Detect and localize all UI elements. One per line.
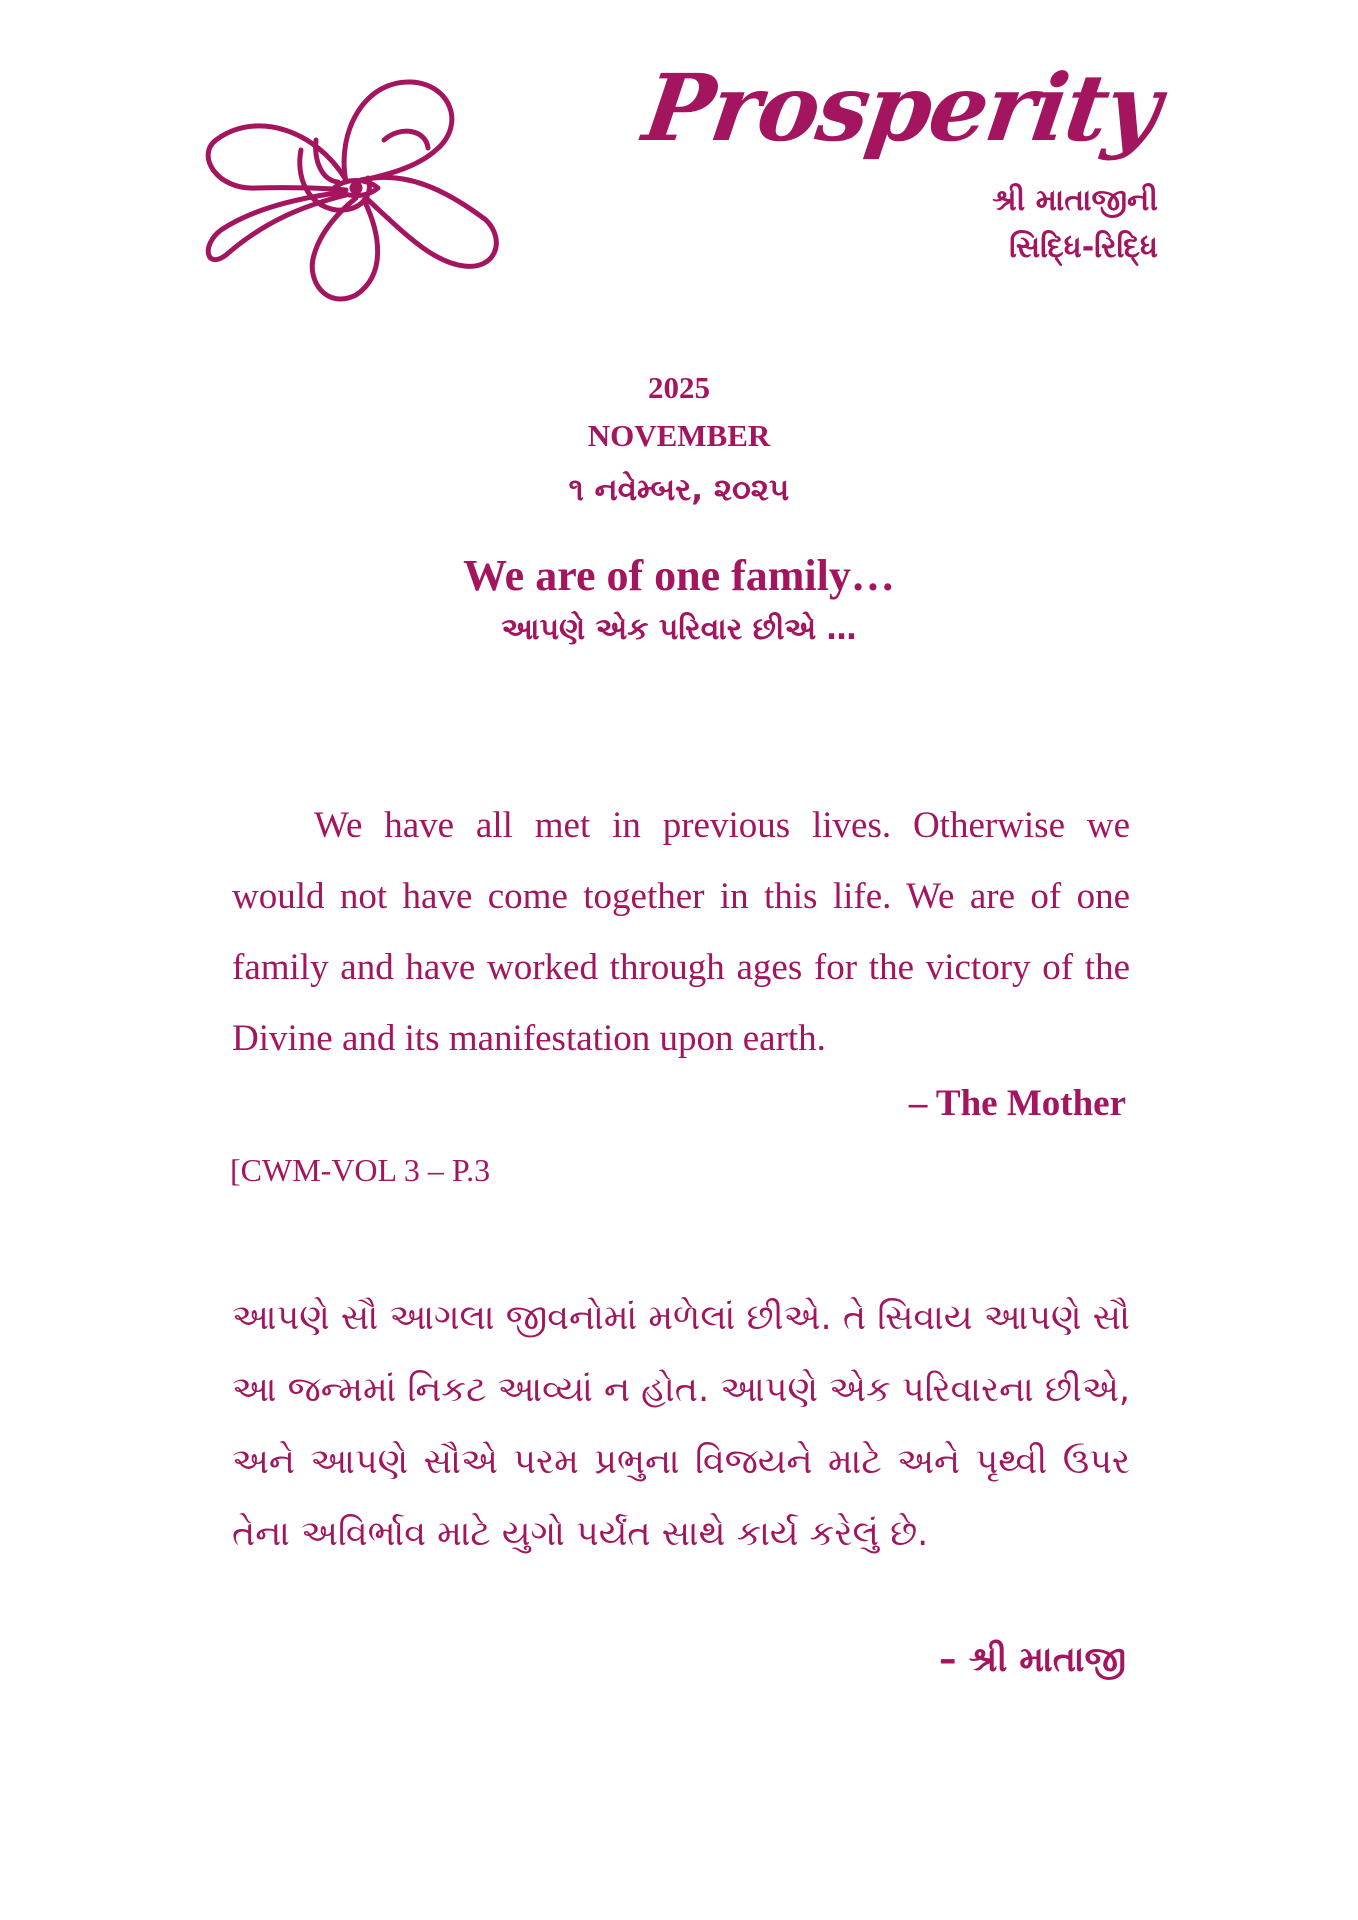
attribution-gujarati: – શ્રી માતાજી bbox=[939, 1640, 1126, 1680]
quote-gujarati: આપણે સૌ આગલા જીવનોમાં મળેલાં છીએ. તે સિવાય આપણે સૌ આ જન્મમાં નિકટ આવ્યાં ન હોત. આપણે એક પરિવારના છીએ, અને આપણે સૌએ પરમ પ્રભુના વિજયને માટે અને પૃથ્વી ઉપર તેના અવિર્ભાવ માટે યુગો પર્યંત સાથે કાર્ય કરેલું છે. bbox=[232, 1298, 1130, 1554]
quote-english: We have all met in previous lives. Otherwise we would not have come together in this life. We are of one family and have worked through ages for the victory of the Divine and its manifestation upon earth. bbox=[232, 805, 1130, 1059]
title-english: We are of one family… bbox=[463, 551, 895, 600]
brand-title: Prosperity bbox=[637, 54, 1166, 162]
date-gujarati: ૧ નવેમ્બર, ૨૦૨૫ bbox=[568, 472, 790, 508]
date-year: 2025 bbox=[648, 370, 710, 405]
brand-block bbox=[637, 54, 1166, 271]
title-gujarati: આપણે એક પરિવાર છીએ … bbox=[501, 612, 857, 647]
flower-logo-icon bbox=[196, 70, 516, 310]
brand-subtitle-line2: સિદ્ધિ-રિદ્ધિ bbox=[1009, 229, 1158, 265]
date-month: NOVEMBER bbox=[587, 418, 771, 453]
reference-citation: [CWM-VOL 3 – P.3 bbox=[230, 1152, 491, 1188]
attribution-english: – The Mother bbox=[908, 1083, 1126, 1124]
brand-subtitle-line1: શ્રી માતાજીની bbox=[992, 183, 1158, 218]
